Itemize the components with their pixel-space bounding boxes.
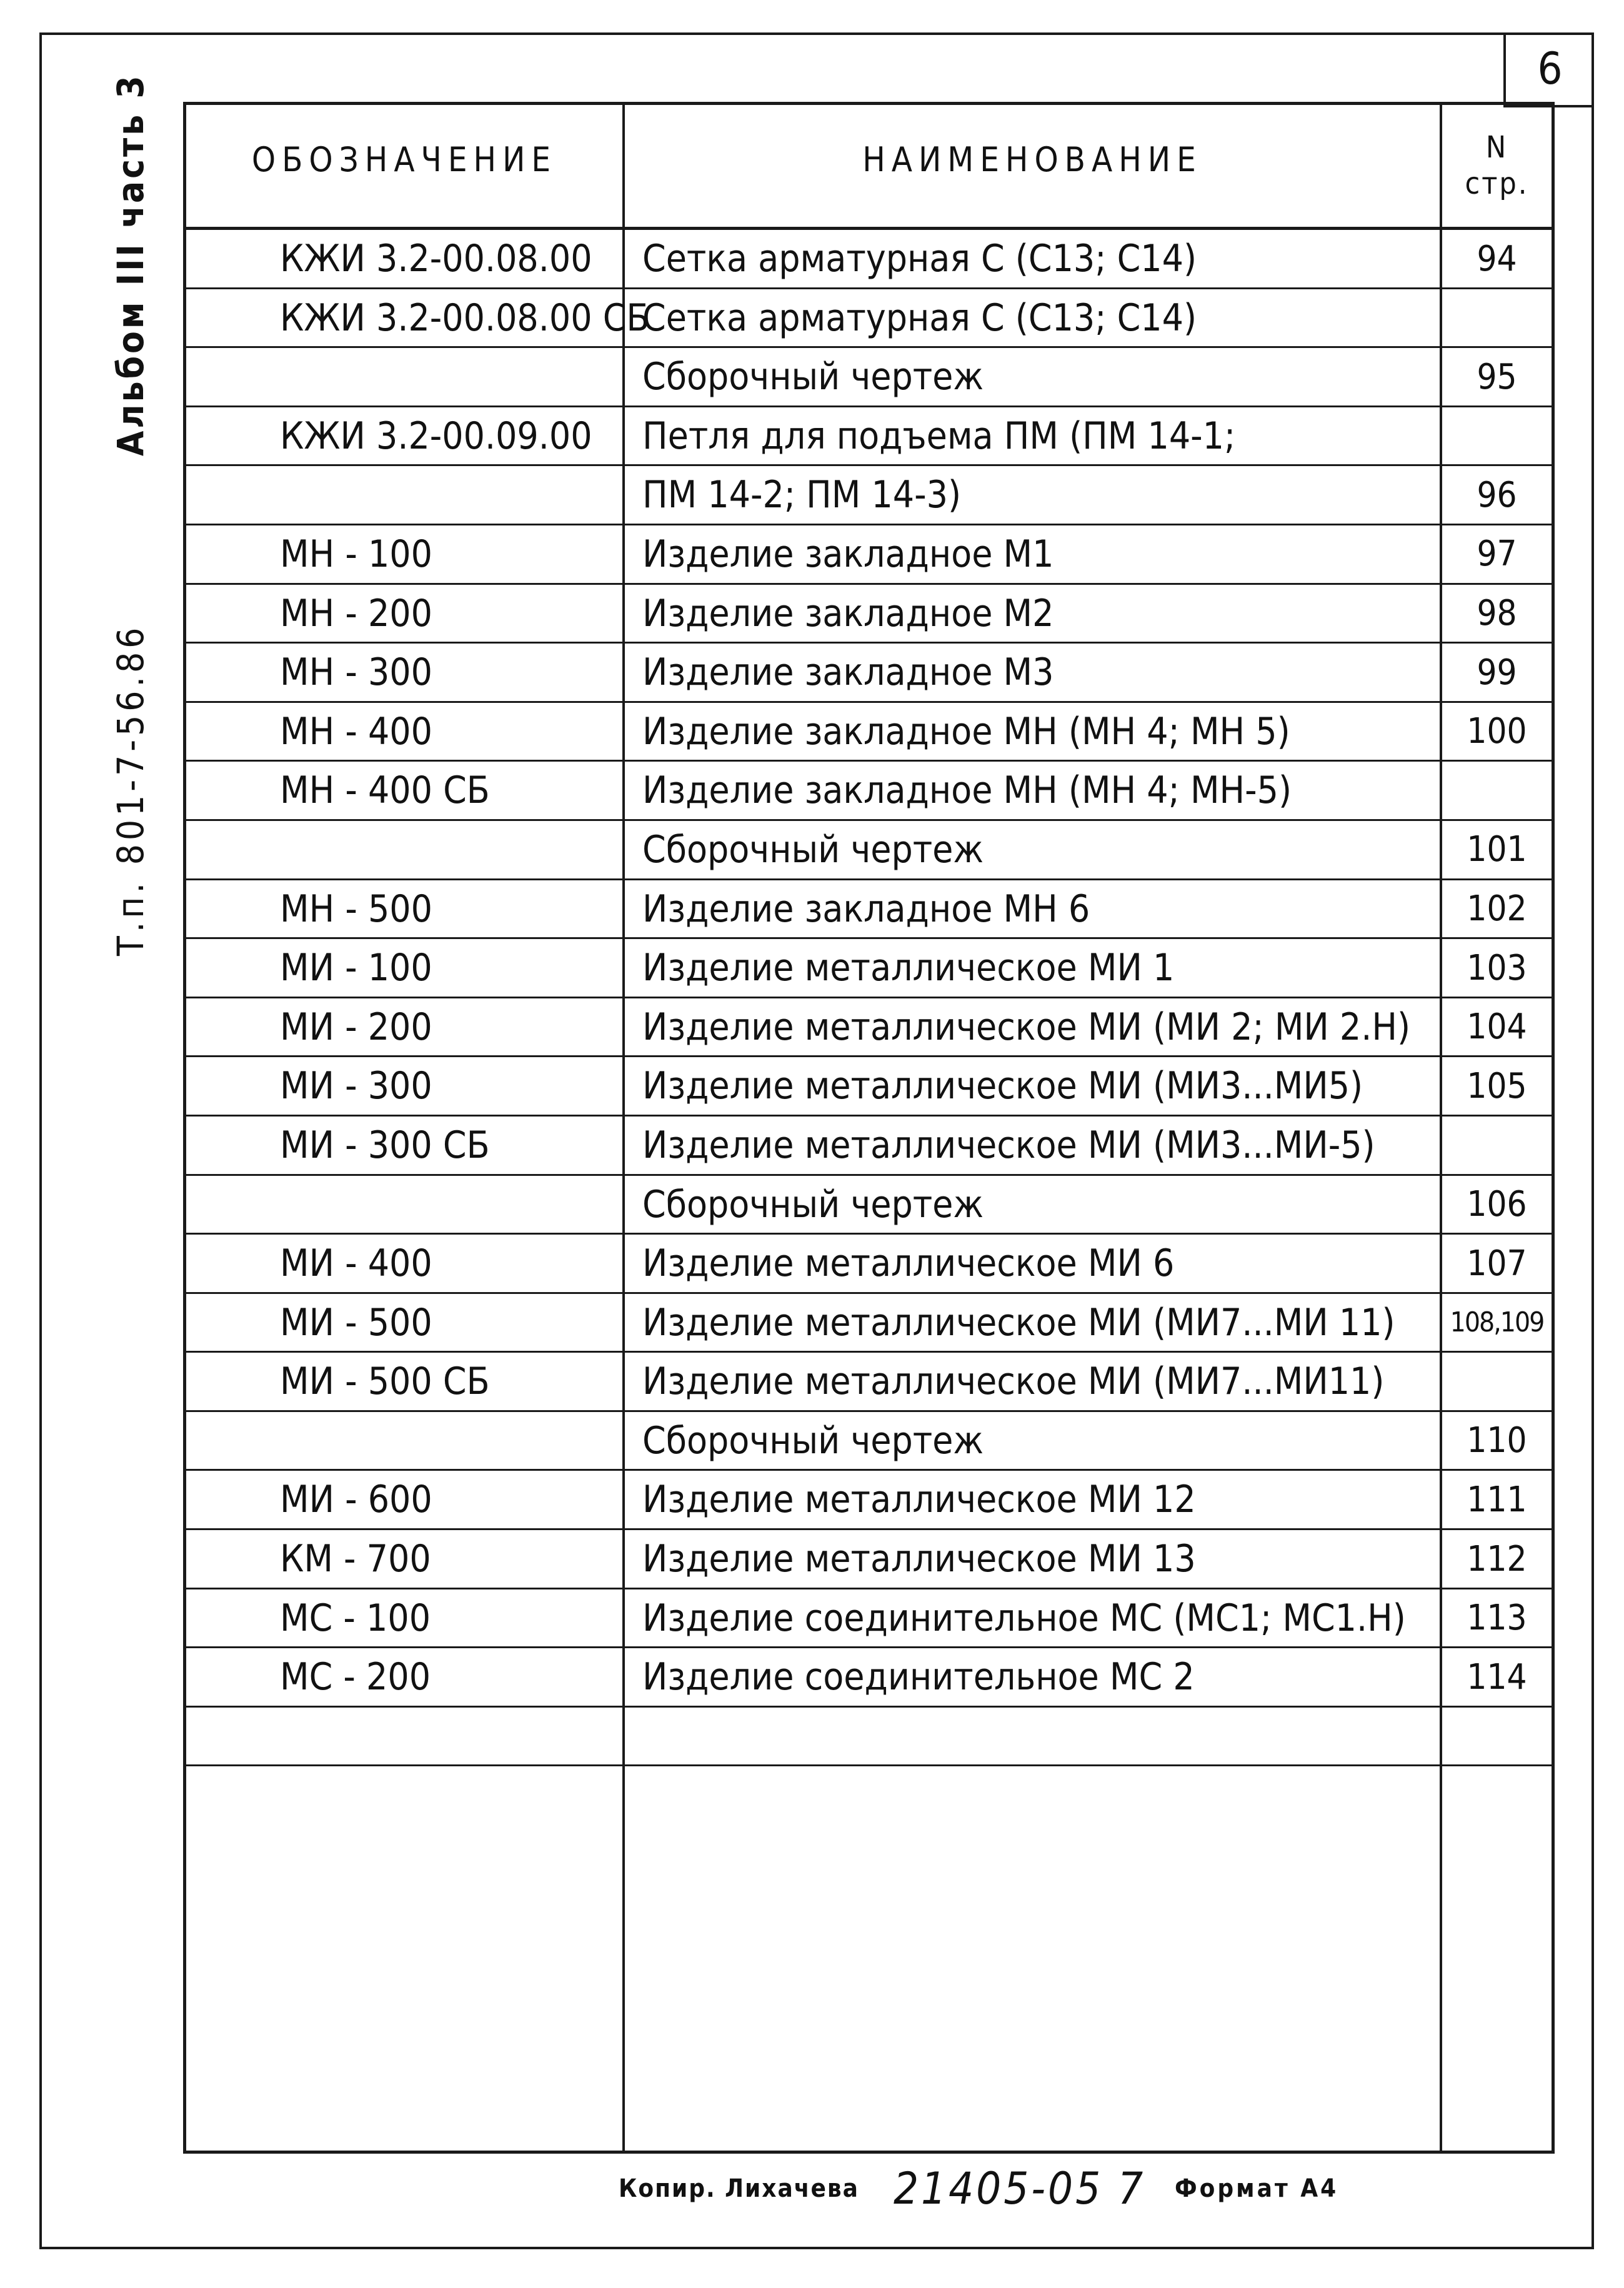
table-row xyxy=(186,1294,1552,1353)
header-name: НАИМЕНОВАНИЕ xyxy=(862,140,1202,179)
row-page xyxy=(1442,1708,1552,1765)
row-name: Сетка арматурная С (С13; С14) xyxy=(642,237,1197,281)
row-designation: КЖИ 3.2-00.08.00 xyxy=(280,237,592,281)
row-name: Изделие металлическое МИ (МИ7...МИ11) xyxy=(642,1360,1385,1404)
row-name: Изделие соединительное МС (МС1; МС1.Н) xyxy=(642,1596,1406,1640)
row-page xyxy=(1442,1117,1552,1174)
table-row xyxy=(186,289,1552,349)
row-page: 98 xyxy=(1477,593,1517,634)
row-name: Изделие соединительное МС 2 xyxy=(642,1655,1195,1699)
row-designation: МН - 400 СБ xyxy=(280,768,490,813)
row-name: ПМ 14-2; ПМ 14-3) xyxy=(642,473,962,517)
header-designation: ОБОЗНАЧЕНИЕ xyxy=(251,140,557,179)
row-designation: МН - 100 xyxy=(280,532,432,576)
row-page: 101 xyxy=(1467,829,1527,870)
table-row xyxy=(186,585,1552,644)
table-body xyxy=(186,230,1552,1766)
row-designation: МИ - 600 xyxy=(280,1478,432,1522)
footer-format: Формат А4 xyxy=(1175,2174,1339,2203)
footer xyxy=(0,2163,1624,2218)
row-page: 103 xyxy=(1467,947,1527,988)
row-page: 102 xyxy=(1467,888,1527,930)
row-designation: МИ - 500 СБ xyxy=(280,1360,490,1404)
row-designation: МИ - 100 xyxy=(280,946,432,990)
header-page-number-sign: N xyxy=(1485,129,1508,165)
row-page: 112 xyxy=(1467,1538,1527,1579)
row-name: Сборочный чертеж xyxy=(642,1418,984,1463)
row-page: 110 xyxy=(1467,1420,1527,1461)
row-page: 97 xyxy=(1477,534,1517,575)
table-row xyxy=(186,1471,1552,1530)
table-row xyxy=(186,230,1552,289)
row-page: 104 xyxy=(1467,1007,1527,1048)
row-designation: МИ - 400 xyxy=(280,1241,432,1286)
row-name: Сборочный чертеж xyxy=(642,827,984,872)
row-designation: КЖИ 3.2-00.08.00 СБ xyxy=(280,296,650,340)
footer-copied-by: Копир. Лихачева xyxy=(619,2174,859,2203)
row-page xyxy=(1442,289,1552,347)
table-row xyxy=(186,644,1552,703)
row-page: 99 xyxy=(1477,652,1517,693)
table-row xyxy=(186,1412,1552,1471)
row-designation: МИ - 300 xyxy=(280,1064,432,1108)
row-page: 106 xyxy=(1467,1184,1527,1225)
table-row xyxy=(186,1589,1552,1649)
row-designation: МИ - 500 xyxy=(280,1300,432,1345)
row-name: Изделие металлическое МИ 12 xyxy=(642,1478,1196,1522)
table-row xyxy=(186,348,1552,407)
table-row xyxy=(186,525,1552,585)
row-page xyxy=(1442,407,1552,465)
row-page xyxy=(1442,1353,1552,1410)
footer-order-number: 21405-05 7 xyxy=(894,2163,1146,2214)
row-name: Изделие закладное МН (МН 4; МН 5) xyxy=(642,709,1290,754)
row-designation: МИ - 200 xyxy=(280,1005,432,1049)
table-row xyxy=(186,703,1552,762)
row-page xyxy=(1442,762,1552,819)
row-name: Сборочный чертеж xyxy=(642,355,984,399)
table-row xyxy=(186,939,1552,998)
row-page: 100 xyxy=(1467,711,1527,752)
row-name: Изделие металлическое МИ 1 xyxy=(642,946,1175,990)
sheet-number: 6 xyxy=(1503,32,1594,107)
row-name: Изделие закладное МН (МН 4; МН-5) xyxy=(642,768,1292,813)
row-name: Изделие металлическое МИ (МИ3...МИ-5) xyxy=(642,1123,1375,1167)
row-designation: КМ - 700 xyxy=(280,1537,431,1581)
row-designation: МН - 400 xyxy=(280,709,432,754)
table-row xyxy=(186,880,1552,940)
row-designation: МН - 300 xyxy=(280,650,432,695)
row-name: Изделие закладное М3 xyxy=(642,650,1054,695)
row-name: Изделие металлическое МИ (МИ7...МИ 11) xyxy=(642,1300,1395,1345)
table-row xyxy=(186,1235,1552,1294)
table-row xyxy=(186,762,1552,821)
side-document-code: Т.п. 801-7-56.86 xyxy=(109,624,152,956)
table-row xyxy=(186,407,1552,467)
side-album-label: Альбом III часть 3 xyxy=(109,73,152,456)
row-page: 96 xyxy=(1477,474,1517,515)
row-page: 113 xyxy=(1467,1598,1527,1639)
row-name: Изделие металлическое МИ 6 xyxy=(642,1241,1175,1286)
row-designation: МС - 200 xyxy=(280,1655,431,1699)
row-page: 108,109 xyxy=(1450,1306,1544,1339)
row-name: Сетка арматурная С (С13; С14) xyxy=(642,296,1197,340)
row-page: 107 xyxy=(1467,1243,1527,1284)
table-row xyxy=(186,998,1552,1058)
row-name: Изделие металлическое МИ 13 xyxy=(642,1537,1196,1581)
row-designation: МН - 200 xyxy=(280,591,432,635)
row-page: 94 xyxy=(1477,238,1517,279)
row-page: 111 xyxy=(1467,1479,1527,1520)
row-page: 114 xyxy=(1467,1656,1527,1698)
contents-table xyxy=(183,102,1555,2154)
row-name: Изделие закладное М2 xyxy=(642,591,1054,635)
table-row xyxy=(186,1708,1552,1767)
table-row xyxy=(186,1057,1552,1117)
row-name: Изделие металлическое МИ (МИ3...МИ5) xyxy=(642,1064,1363,1108)
row-name: Изделие металлическое МИ (МИ 2; МИ 2.Н) xyxy=(642,1005,1411,1049)
table-row xyxy=(186,821,1552,880)
table-row xyxy=(186,1353,1552,1412)
row-page: 105 xyxy=(1467,1065,1527,1107)
row-name: Сборочный чертеж xyxy=(642,1182,984,1226)
table-row xyxy=(186,1530,1552,1589)
row-name: Петля для подъема ПМ (ПМ 14-1; xyxy=(642,414,1236,458)
row-designation: МН - 500 xyxy=(280,887,432,931)
row-designation: КЖИ 3.2-00.09.00 xyxy=(280,414,592,458)
header-page-label: стр. xyxy=(1465,166,1529,201)
row-name: Изделие закладное МН 6 xyxy=(642,887,1090,931)
table-row xyxy=(186,1176,1552,1235)
row-designation: МИ - 300 СБ xyxy=(280,1123,490,1167)
table-row xyxy=(186,1117,1552,1176)
row-page: 95 xyxy=(1477,356,1517,397)
table-row xyxy=(186,466,1552,525)
row-designation: МС - 100 xyxy=(280,1596,431,1640)
table-row xyxy=(186,1648,1552,1708)
table-header xyxy=(186,105,1552,230)
header-page xyxy=(1442,105,1552,227)
row-name: Изделие закладное М1 xyxy=(642,532,1054,576)
